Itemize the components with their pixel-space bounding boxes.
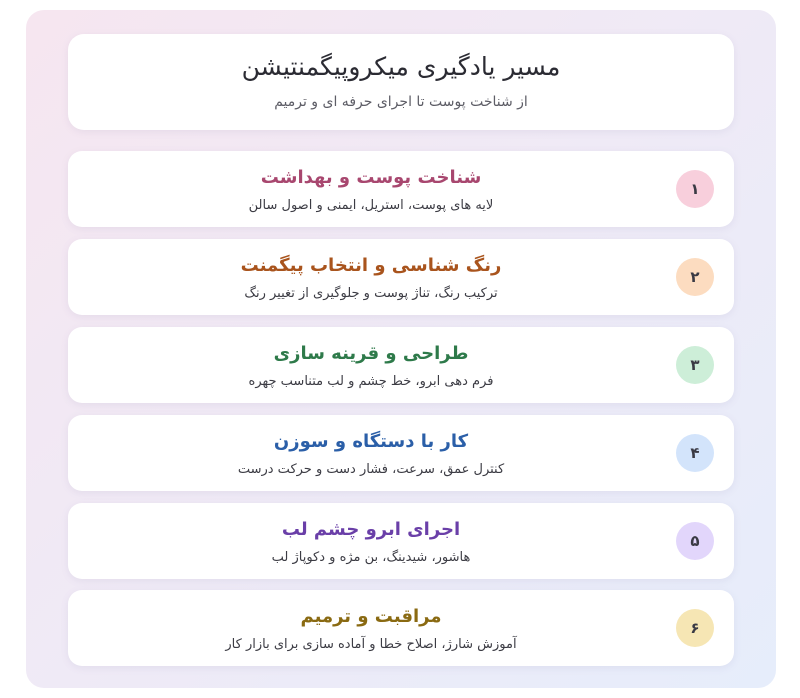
step-card-3	[68, 327, 734, 403]
step-card-5	[68, 503, 734, 579]
step-title: شناخت پوست و بهداشت	[260, 167, 482, 188]
step-title: رنگ شناسی و انتخاب پیگمنت	[240, 255, 502, 276]
step-title: طراحی و قرینه سازی	[273, 343, 469, 364]
step-number-badge: ۶	[676, 609, 714, 647]
step-number-badge: ۴	[676, 434, 714, 472]
step-number-badge: ۱	[676, 170, 714, 208]
step-number-badge: ۲	[676, 258, 714, 296]
step-description: لایه های پوست، استریل، ایمنی و اصول سالن	[248, 198, 494, 213]
step-card-6	[68, 590, 734, 666]
step-description: کنترل عمق، سرعت، فشار دست و حرکت درست	[237, 462, 505, 477]
page-subtitle: از شناخت پوست تا اجرای حرفه ای و ترمیم	[274, 94, 528, 110]
step-card-2	[68, 239, 734, 315]
step-title: اجرای ابرو چشم لب	[281, 519, 461, 540]
step-description: آموزش شارژ، اصلاح خطا و آماده سازی برای بازار کار	[225, 637, 517, 652]
step-title: مراقبت و ترمیم	[300, 606, 442, 627]
step-card-1	[68, 151, 734, 227]
step-description: هاشور، شیدینگ، بن مژه و دکوپاژ لب	[271, 550, 471, 565]
step-title: کار با دستگاه و سوزن	[273, 431, 469, 452]
step-number-badge: ۵	[676, 522, 714, 560]
step-description: فرم دهی ابرو، خط چشم و لب متناسب چهره	[248, 374, 494, 389]
step-card-4	[68, 415, 734, 491]
page-title: مسیر یادگیری میکروپیگمنتیشن	[241, 52, 561, 81]
step-description: ترکیب رنگ، تناژ پوست و جلوگیری از تغییر رنگ	[244, 286, 498, 301]
header-card	[68, 34, 734, 130]
step-number-badge: ۳	[676, 346, 714, 384]
